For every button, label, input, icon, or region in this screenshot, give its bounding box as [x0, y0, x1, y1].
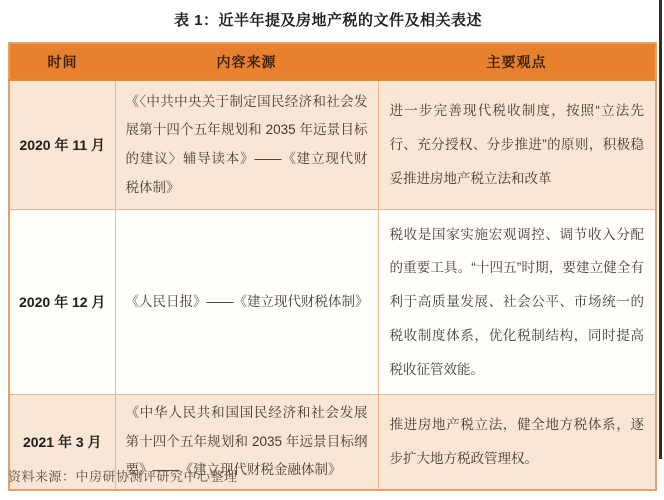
row-viewpoint: 税收是国家实施宏观调控、调节收入分配的重要工具。“十四五”时期，要建立健全有利于高质量发展、社会公平、市场统一的税收制度体系，优化税制结构，同时提高税收征管效能。: [378, 210, 656, 395]
row-time: 2020 年 12 月: [9, 210, 115, 395]
header-time: 时间: [9, 43, 115, 80]
row-source: 《〈中共中央关于制定国民经济和社会发展第十四个五年规划和 2035 年远景目标的建议〉辅导读本》——《建立现代财税体制》: [115, 80, 378, 210]
row-source: 《中华人民共和国国民经济和社会发展第十四个五年规划和 2035 年远景目标纲要》——《建立现代财税金融体制》: [115, 395, 378, 491]
data-source-note: 资料来源：中房研协测评研究中心整理: [8, 469, 238, 484]
row-time: 2020 年 11 月: [9, 80, 115, 210]
table-title: 表 1：近半年提及房地产税的文件及相关表述: [173, 12, 482, 29]
table-header-row: [9, 43, 656, 80]
row-viewpoint: 推进房地产税立法，健全地方税体系，逐步扩大地方税政管理权。: [378, 395, 656, 491]
table-row: [9, 210, 656, 395]
row-viewpoint: 进一步完善现代税收制度，按照“立法先行、充分授权、分步推进”的原则，积极稳妥推进房地产税立法和改革: [378, 80, 656, 210]
header-main-viewpoint: 主要观点: [378, 43, 656, 80]
screenshot-edge-artifact: [659, 0, 662, 459]
row-source: 《人民日报》——《建立现代财税体制》: [115, 210, 378, 395]
header-content-source: 内容来源: [115, 43, 378, 80]
row-time: 2021 年 3 月: [9, 395, 115, 491]
table-row: [9, 80, 656, 210]
documents-table: [8, 42, 657, 491]
